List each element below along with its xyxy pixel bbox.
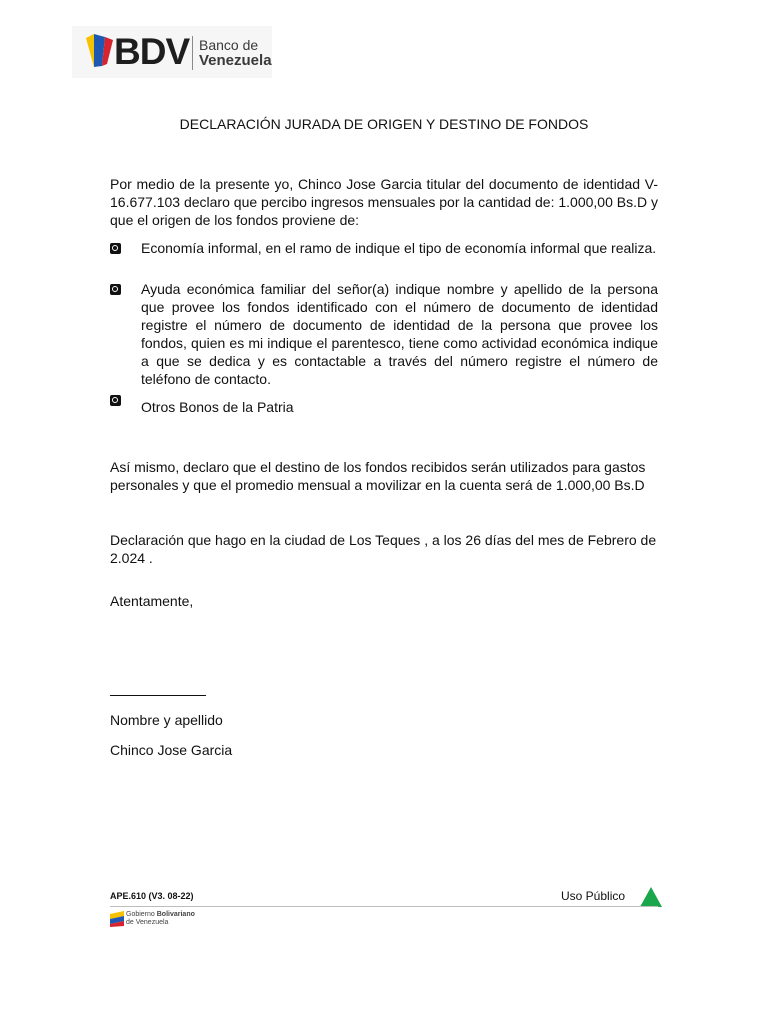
option-label: Ayuda económica familiar del señor(a) indique nombre y apellido de la persona que provee los fondos identificado con el número de documento de identidad registre el número de documento de identidad de la persona que provee los fondos, quien es mi indique el parentesco, tiene como actividad económica indique a que se dedica y es contactable a través del número registre el número de teléfono de contacto.	[141, 281, 658, 387]
document-title: DECLARACIÓN JURADA DE ORIGEN Y DESTINO DE FONDOS	[179, 116, 589, 132]
flag-icon	[110, 911, 124, 927]
signer-name: Chinco Jose Garcia	[110, 742, 233, 758]
bdv-logo-icon	[86, 34, 114, 70]
signature-caption: Nombre y apellido	[110, 712, 223, 728]
bank-logo	[72, 26, 272, 78]
intro-paragraph: Por medio de la presente yo, Chinco Jose Garcia titular del documento de identidad V-16.677.103 declaro que percibo ingresos mensuales por la cantidad de: 1.000,00 Bs.D y que el origen de los fondos proviene de:	[110, 176, 658, 228]
destination-paragraph: Así mismo, declaro que el destino de los fondos recibidos serán utilizados para gastos personales y que el promedio mensual a movilizar en la cuenta será de 1.000,00 Bs.D	[110, 459, 646, 493]
government-logo	[110, 910, 200, 930]
option-label: Otros Bonos de la Patria	[141, 399, 294, 415]
classification-label: Uso Público	[561, 889, 626, 903]
logo-separator	[192, 36, 193, 70]
declaration-paragraph: Declaración que hago en la ciudad de Los Teques , a los 26 días del mes de Febrero de 2.024 .	[110, 532, 657, 566]
green-triangle-icon	[640, 887, 662, 907]
gov-line1: Gobierno Bolivariano	[126, 911, 195, 918]
bank-logo-text: BDV	[114, 31, 190, 72]
gov-line2: de Venezuela	[126, 919, 169, 926]
form-code: APE.610 (V3. 08-22)	[110, 891, 194, 901]
closing-text: Atentamente,	[110, 593, 194, 609]
checkbox-icon	[110, 284, 121, 295]
bank-name-line1: Banco de	[199, 37, 259, 53]
checkbox-icon	[110, 243, 121, 254]
checkbox-icon	[110, 395, 121, 406]
option-label: Economía informal, en el ramo de indique el tipo de economía informal que realiza.	[141, 240, 657, 256]
signature-line	[110, 695, 206, 696]
bank-name-line2: Venezuela	[199, 52, 272, 69]
footer-divider	[110, 906, 658, 907]
